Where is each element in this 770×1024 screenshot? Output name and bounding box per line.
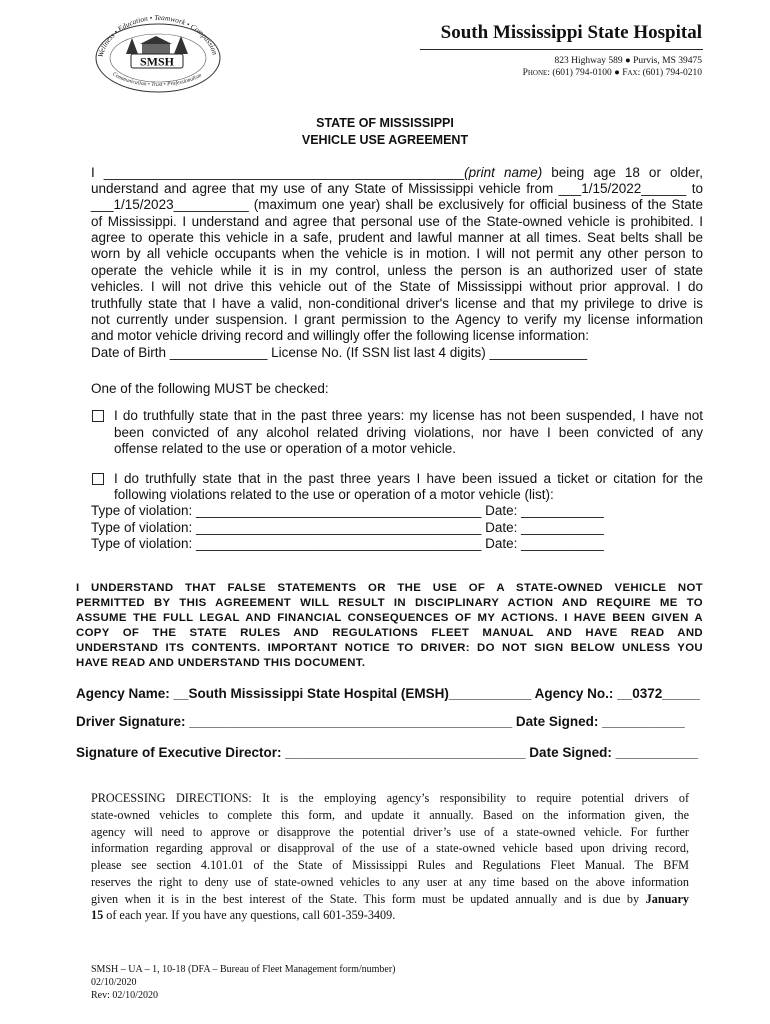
option2-line-2: following violations related to the use or operation of a motor vehicle (list): [114,487,554,502]
notice-line-5: UNDERSTAND ITS CONTENTS. IMPORTANT NOTICE TO DRIVER: DO NOT SIGN BELOW UNLESS YOU [76,642,703,654]
notice-line-3: ASSUME THE FULL LEGAL AND FINANCIAL CONSEQUENCES OF MY ACTIONS. I HAVE BEEN GIVEN A [76,612,703,624]
option2-checkbox[interactable] [92,473,104,485]
agreement-line-5: agree to operate this vehicle in a safe, prudent and lawful manner at all times. Seat belts shall be [91,230,703,245]
processing-line-1: PROCESSING DIRECTIONS: It is the employing agency’s responsibility to require potential drivers of [91,791,689,805]
phone-number: (601) 794-0100 [552,68,612,78]
agreement-line-2: understand and agree that my use of any State of Mississippi vehicle from ___1/15/2022______ to [91,181,703,196]
violation-row[interactable]: Type of violation: ______________________________________ Date: ___________ [91,503,604,518]
director-signature-line[interactable]: Signature of Executive Director: ________________________________ Date Signed: ___________ [76,745,699,760]
checkbox-instructions: One of the following MUST be checked: [91,381,329,396]
violation-row[interactable]: Type of violation: ______________________________________ Date: ___________ [91,536,604,551]
agreement-line-4: of Mississippi. I understand and agree that personal use of the State-owned vehicle is prohibited. I [91,214,703,229]
processing-line-2: state-owned vehicles to complete this form, and update it annually. Based on the information given, the [91,808,689,822]
form-title: VEHICLE USE AGREEMENT [301,133,469,147]
processing-line-8: 15 of each year. If you have any questions, call 601-359-3409. [91,908,396,922]
hospital-name: South Mississippi State Hospital [440,22,702,43]
notice-line-2: PERMITTED BY THIS AGREEMENT WILL RESULT IN DISCIPLINARY ACTION AND REQUIRE ME TO [76,597,703,609]
option1-line-3: offense related to the use or operation of a motor vehicle. [114,441,456,456]
agency-line[interactable]: Agency Name: __South Mississippi State Hospital (EMSH)___________ Agency No.: __0372_____ [76,686,700,701]
option1-line-1: I do truthfully state that in the past three years: my license has not been suspended, I have not [114,408,703,423]
revision-date: Rev: 02/10/2020 [91,990,158,1001]
processing-line-7: given when it is in the best interest of the State. This form must be updated annually and is due by January [91,892,689,906]
notice-line-6: HAVE READ AND UNDERSTAND THIS DOCUMENT. [76,657,366,669]
agreement-line-1: I ________________________________________________(print name) being age 18 or older, [91,165,703,180]
svg-text:Communication • Trust • Profes: Communication • Trust • Professionalism [111,71,203,88]
print-name-hint: (print name) [464,165,543,180]
header-divider [420,49,703,50]
agreement-line-6: worn by all vehicle occupants when the vehicle is in motion. I will not permit any other person to [91,246,703,261]
phone-label: Phone [522,68,548,78]
fax-number: (601) 794-0210 [642,68,702,78]
agreement-line-11: and motor vehicle driving record and willingly offer the following license information: [91,328,590,343]
svg-text:Wellness • Education • Teamwor: Wellness • Education • Teamwork • Compassion [95,12,220,59]
hospital-logo [86,8,226,94]
form-id: SMSH – UA – 1, 10-18 (DFA – Bureau of Fleet Management form/number) [91,964,396,975]
logo-badge: SMSH [139,54,175,69]
hospital-contact: Phone: (601) 794-0100 ● Fax: (601) 794-0210 [522,68,702,78]
processing-line-5: please see section 4.101.01 of the State of Mississippi Rules and Regulations Fleet Manual. The BFM [91,858,689,872]
license-info-line: Date of Birth _____________ License No. (If SSN list last 4 digits) _____________ [91,345,588,360]
agreement-line-8: vehicles. I will not drive this vehicle out of the State of Mississippi without prior approval. I do [91,279,703,294]
driver-signature-line[interactable]: Driver Signature: ___________________________________________ Date Signed: ___________ [76,714,685,729]
option1-checkbox[interactable] [92,410,104,422]
option2-line-1: I do truthfully state that in the past three years I have been issued a ticket or citation for the [114,471,703,486]
notice-line-1: I UNDERSTAND THAT FALSE STATEMENTS OR THE USE OF A STATE-OWNED VEHICLE NOT [76,582,703,594]
agreement-line-10: not currently under suspension. I grant permission to the Agency to verify my license information [91,312,703,327]
agreement-line-3: ___1/15/2023__________ (maximum one year) shall be exclusively for official business of the State [91,197,703,212]
agreement-line-7: operate the vehicle while it is in my control, unless the person is an authorized user of state [91,263,703,278]
violation-row[interactable]: Type of violation: ______________________________________ Date: ___________ [91,520,604,535]
processing-line-4: information regarding approval or disapproval of the use of a state-owned vehicle based upon driving record, [91,841,689,855]
agreement-line-9: truthfully state that I have a valid, non-conditional driver's license and that my privilege to drive is [91,296,703,311]
fax-label: Fax [622,68,638,78]
hospital-address: 823 Highway 589 ● Purvis, MS 39475 [554,56,702,66]
option1-line-2: been convicted of any alcohol related driving violations, nor have I been convicted of any [114,425,703,440]
processing-line-3: agency will need to approve or disapprove the potential driver’s use of a state-owned vehicle. For further [91,825,689,839]
form-title-state: STATE OF MISSISSIPPI [316,116,454,130]
notice-line-4: COPY OF THE STATE RULES AND REGULATIONS FLEET MANUAL AND HAVE READ AND [76,627,703,639]
processing-line-6: reserves the right to deny use of state-owned vehicles to any user at any time based on the above information [91,875,689,889]
form-date: 02/10/2020 [91,977,137,988]
